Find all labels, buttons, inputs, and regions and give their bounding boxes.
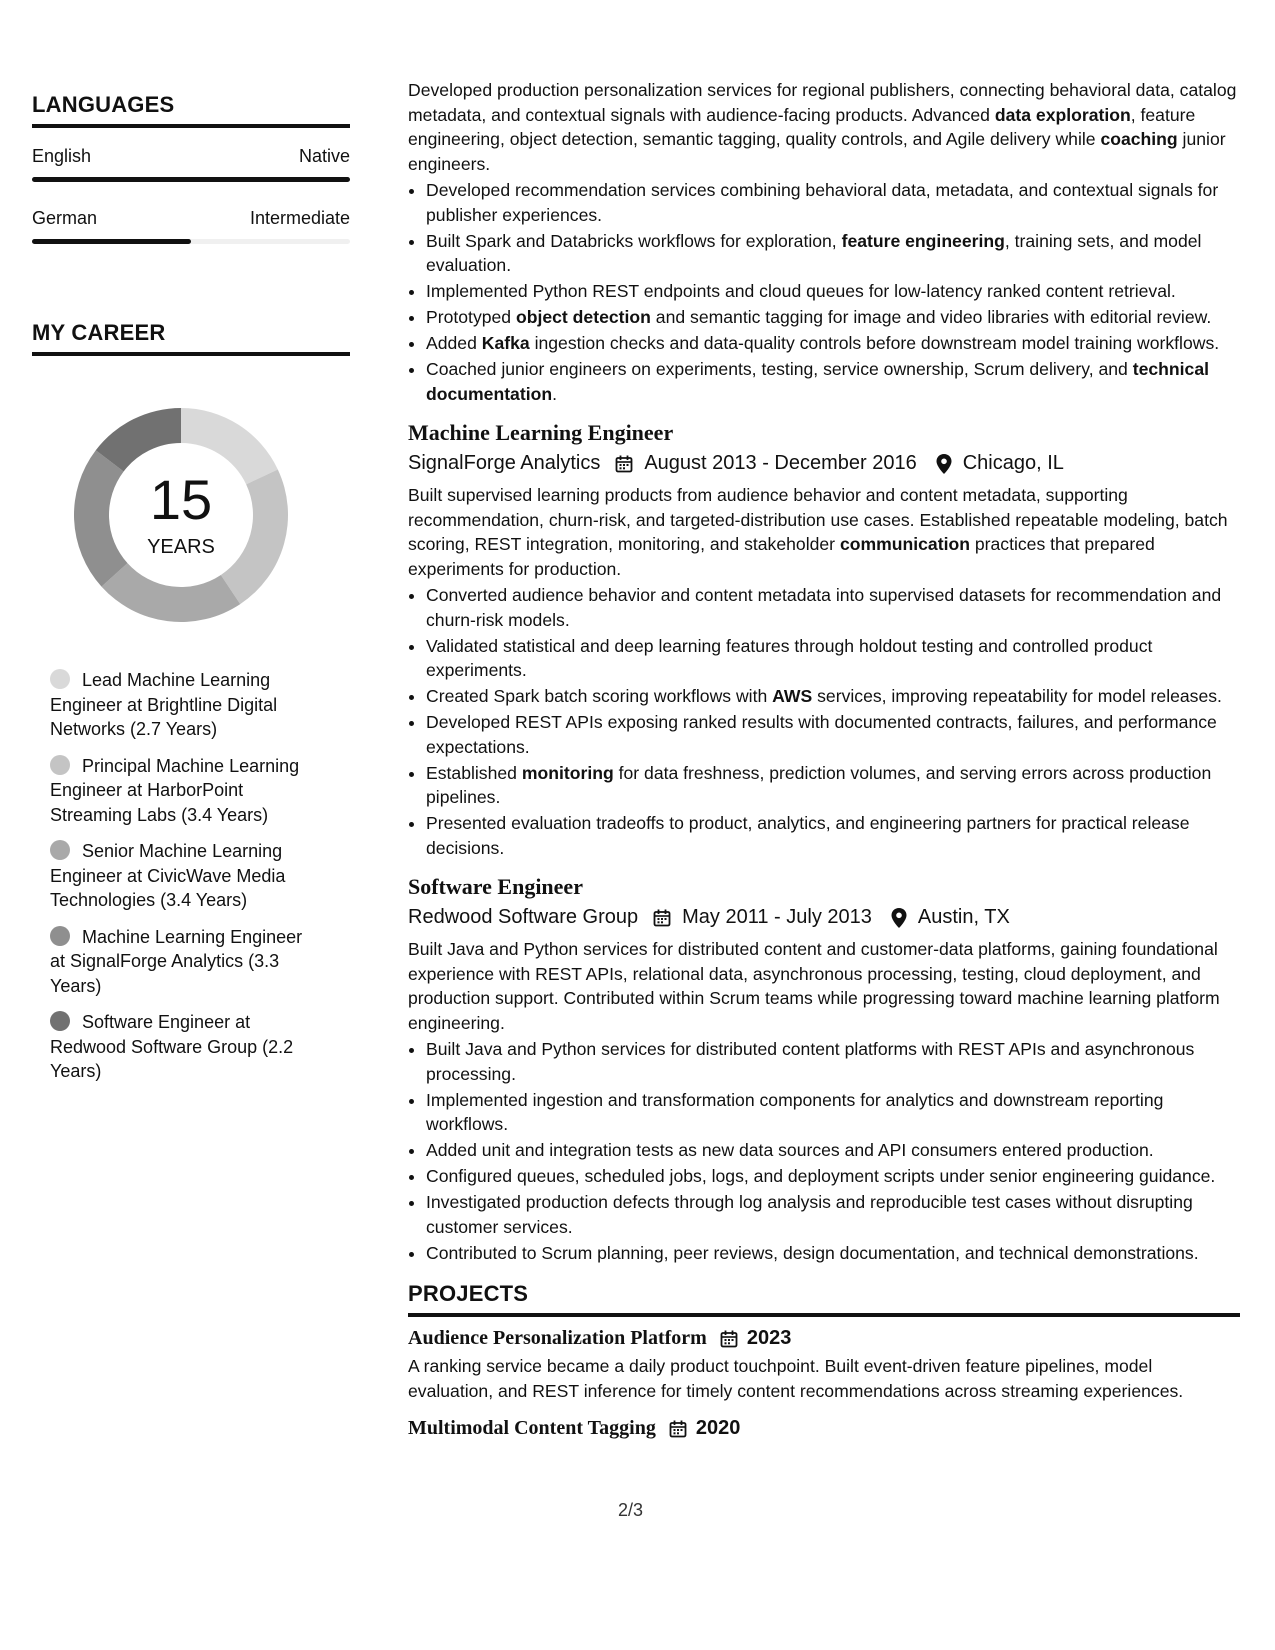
language-list: [32, 146, 350, 244]
legend-item: [50, 668, 320, 742]
main-column: [408, 78, 1240, 1440]
language-level: Intermediate: [249, 208, 350, 228]
calendar-icon: [614, 454, 634, 474]
bullet-item: • Converted audience behavior and content metadata into supervised datasets for recommendation and churn-risk models.: [426, 583, 1240, 632]
legend-label: Lead Machine Learning Engineer at Brightline Digital Networks (2.7 Years): [50, 670, 278, 739]
project-entry: [408, 1417, 1240, 1440]
language-item: [32, 146, 350, 182]
language-level: Native: [298, 146, 350, 166]
intro-summary: Developed production personalization services for regional publishers, connecting behavioral data, catalog metadata, and contextual signals with audience-facing products. Advanced data exploration, feature engineering, object detection, semantic tagging, quality controls, and Agile delivery while coaching junior engineers.: [408, 80, 1237, 174]
bullet-item: • Configured queues, scheduled jobs, logs, and deployment scripts under senior engineering guidance.: [426, 1164, 1240, 1189]
bullet-item: • Prototyped object detection and semantic tagging for image and video libraries with editorial review.: [426, 305, 1240, 330]
legend-swatch: [50, 840, 70, 860]
languages-heading: LANGUAGES: [32, 92, 350, 128]
project-list: [408, 1327, 1240, 1440]
job-entry: [408, 420, 1240, 860]
company-name: Redwood Software Group: [408, 906, 639, 928]
project-entry: [408, 1327, 1240, 1403]
bullet-item: • Created Spark batch scoring workflows with AWS services, improving repeatability for model releases.: [426, 684, 1240, 709]
project-title-row: [408, 1417, 1240, 1440]
bullet-item: • Coached junior engineers on experiments, testing, service ownership, Scrum delivery, and technical documentation.: [426, 357, 1240, 406]
legend-label: Machine Learning Engineer at SignalForge Analytics (3.3 Years): [50, 926, 303, 996]
calendar-icon: [668, 1419, 688, 1439]
calendar-icon: [719, 1329, 739, 1349]
language-proficiency-fill: [32, 239, 191, 244]
bullet-item: • Established monitoring for data freshness, prediction volumes, and serving errors across production pipelines.: [426, 761, 1240, 810]
projects-heading: PROJECTS: [408, 1281, 1240, 1317]
legend-item: [50, 839, 320, 913]
bullet-item: • Developed recommendation services combining behavioral data, metadata, and contextual signals for publisher experiences.: [426, 178, 1240, 227]
language-row: [32, 208, 350, 229]
project-description: A ranking service became a daily product touchpoint. Built event-driven feature pipelines, model evaluation, and REST inference for timely content recommendations across streaming experiences.: [408, 1356, 1184, 1401]
bullet-item: • Validated statistical and deep learning features through holdout testing and controlled product experiments.: [426, 634, 1240, 683]
intro-bullets: [408, 178, 1240, 406]
language-name: German: [32, 208, 98, 228]
job-title: Machine Learning Engineer: [408, 420, 674, 445]
project-name: Multimodal Content Tagging: [408, 1417, 656, 1439]
job-entry: [408, 874, 1240, 1265]
legend-swatch: [50, 1011, 70, 1031]
job-location: Austin, TX: [917, 906, 1010, 928]
career-donut-chart: [66, 400, 296, 630]
legend-label: Software Engineer at Redwood Software Group (2.2 Years): [50, 1012, 294, 1081]
project-name: Audience Personalization Platform: [408, 1327, 707, 1349]
sidebar: [32, 92, 350, 1096]
bullet-item: • Presented evaluation tradeoffs to product, analytics, and engineering partners for practical release decisions.: [426, 811, 1240, 860]
language-proficiency-bar: [32, 177, 350, 182]
bullet-item: • Implemented Python REST endpoints and cloud queues for low-latency ranked content retrieval.: [426, 279, 1240, 304]
project-year: 2020: [695, 1417, 741, 1439]
bullet-item: • Investigated production defects through log analysis and reproducible test cases without disrupting customer services.: [426, 1190, 1240, 1239]
language-name: English: [32, 146, 92, 166]
bullet-item: • Developed REST APIs exposing ranked results with documented contracts, failures, and performance expectations.: [426, 710, 1240, 759]
language-proficiency-fill: [32, 177, 350, 182]
legend-swatch: [50, 669, 70, 689]
career-total-years: 15: [149, 467, 213, 531]
bullet-item: • Implemented ingestion and transformation components for analytics and downstream reporting workflows.: [426, 1088, 1240, 1137]
job-location: Chicago, IL: [962, 452, 1064, 474]
legend-label: Principal Machine Learning Engineer at HarborPoint Streaming Labs (3.4 Years): [50, 755, 300, 825]
company-name: SignalForge Analytics: [408, 452, 601, 474]
bullet-item: • Built Java and Python services for distributed content platforms with REST APIs and asynchronous processing.: [426, 1037, 1240, 1086]
legend-swatch: [50, 926, 70, 946]
job-summary: Built supervised learning products from audience behavior and content metadata, supporting recommendation, churn-risk, and targeted-distribution use cases. Established repeatable modeling, batch scoring, REST integration, monitoring, and stakeholder communication practices that prepared experiments for production.: [408, 485, 1228, 579]
legend-item: [50, 1010, 320, 1084]
bullet-item: • Built Spark and Databricks workflows for exploration, feature engineering, training sets, and model evaluation.: [426, 229, 1240, 278]
project-title-row: [408, 1327, 1240, 1350]
language-proficiency-bar: [32, 239, 350, 244]
job-summary: Built Java and Python services for distributed content and customer-data platforms, gaining foundational experience with REST APIs, relational data, asynchronous processing, testing, cloud deployment, and production support. Contributed within Scrum teams while progressing toward machine learning platform engineering.: [408, 939, 1220, 1033]
job-meta: [408, 906, 1240, 929]
job-list: [408, 420, 1240, 1265]
language-row: [32, 146, 350, 167]
map-pin-icon: [935, 453, 953, 475]
career-heading: MY CAREER: [32, 320, 350, 356]
job-dates: August 2013 - December 2016: [644, 452, 917, 474]
map-pin-icon: [890, 907, 908, 929]
job-title: Software Engineer: [408, 874, 583, 899]
legend-item: [50, 754, 320, 828]
career-total-unit: YEARS: [147, 535, 215, 558]
calendar-icon: [652, 908, 672, 928]
language-item: [32, 208, 350, 244]
bullet-item: • Added Kafka ingestion checks and data-quality controls before downstream model training workflows.: [426, 331, 1240, 356]
job-bullets: [408, 1037, 1240, 1265]
legend-item: [50, 925, 320, 999]
donut-center: [66, 400, 296, 630]
job-bullets: [408, 583, 1240, 860]
page-number: 2/3: [618, 1500, 644, 1520]
project-year: 2023: [746, 1327, 792, 1349]
career-legend: [50, 668, 320, 1084]
bullet-item: • Contributed to Scrum planning, peer reviews, design documentation, and technical demonstrations.: [426, 1241, 1240, 1266]
bullet-item: • Added unit and integration tests as new data sources and API consumers entered production.: [426, 1138, 1240, 1163]
job-meta: [408, 452, 1240, 475]
legend-label: Senior Machine Learning Engineer at CivicWave Media Technologies (3.4 Years): [50, 841, 286, 910]
job-dates: May 2011 - July 2013: [682, 906, 872, 928]
legend-swatch: [50, 755, 70, 775]
